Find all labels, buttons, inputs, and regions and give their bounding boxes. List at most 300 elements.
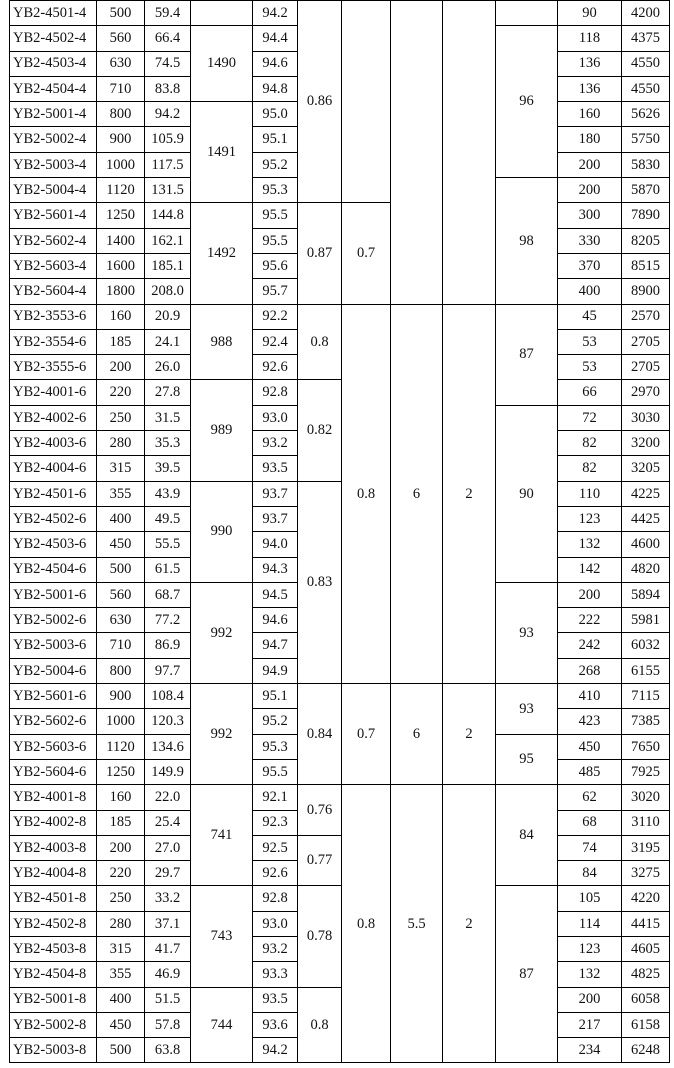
model-cell: YB2-4501-8 <box>10 886 97 911</box>
model-cell: YB2-5004-4 <box>10 178 97 203</box>
efficiency-cell: 95.5 <box>253 228 298 253</box>
inertia-cell: 200 <box>558 987 622 1012</box>
inertia-cell: 234 <box>558 1038 622 1063</box>
model-cell: YB2-5004-6 <box>10 658 97 683</box>
weight-cell: 6158 <box>622 1012 670 1037</box>
max-torque-cell: 2 <box>443 684 496 785</box>
power-factor-cell: 0.78 <box>298 886 342 987</box>
table-row <box>10 380 670 405</box>
inertia-cell: 485 <box>558 759 622 784</box>
speed-cell <box>191 1 253 26</box>
model-cell: YB2-4502-6 <box>10 506 97 531</box>
power-factor-cell: 0.77 <box>298 835 342 886</box>
efficiency-cell: 94.9 <box>253 658 298 683</box>
efficiency-cell: 95.0 <box>253 102 298 127</box>
model-cell: YB2-4501-4 <box>10 1 97 26</box>
efficiency-cell: 92.2 <box>253 304 298 329</box>
power-cell: 1120 <box>97 734 145 759</box>
weight-cell: 4820 <box>622 557 670 582</box>
table-body <box>10 1 670 1063</box>
model-cell: YB2-5002-4 <box>10 127 97 152</box>
current-cell: 162.1 <box>145 228 191 253</box>
efficiency-cell: 94.8 <box>253 76 298 101</box>
model-cell: YB2-4004-8 <box>10 861 97 886</box>
inertia-cell: 142 <box>558 557 622 582</box>
ratio-cell: 0.7 <box>342 684 391 785</box>
model-cell: YB2-5002-6 <box>10 608 97 633</box>
noise-cell: 93 <box>496 582 558 683</box>
current-cell: 57.8 <box>145 1012 191 1037</box>
model-cell: YB2-5601-6 <box>10 684 97 709</box>
model-cell: YB2-4502-4 <box>10 26 97 51</box>
power-factor-cell: 0.86 <box>298 1 342 203</box>
model-cell: YB2-5003-4 <box>10 152 97 177</box>
current-cell: 46.9 <box>145 962 191 987</box>
weight-cell: 5830 <box>622 152 670 177</box>
inertia-cell: 136 <box>558 51 622 76</box>
inertia-cell: 82 <box>558 456 622 481</box>
model-cell: YB2-4004-6 <box>10 456 97 481</box>
current-cell: 68.7 <box>145 582 191 607</box>
current-cell: 33.2 <box>145 886 191 911</box>
speed-cell: 1490 <box>191 26 253 102</box>
model-cell: YB2-5001-8 <box>10 987 97 1012</box>
current-cell: 105.9 <box>145 127 191 152</box>
current-cell: 39.5 <box>145 456 191 481</box>
current-cell: 37.1 <box>145 911 191 936</box>
model-cell: YB2-4503-4 <box>10 51 97 76</box>
power-cell: 315 <box>97 936 145 961</box>
model-cell: YB2-4504-4 <box>10 76 97 101</box>
weight-cell: 8900 <box>622 279 670 304</box>
noise-cell: 87 <box>496 886 558 1063</box>
model-cell: YB2-5603-6 <box>10 734 97 759</box>
current-cell: 77.2 <box>145 608 191 633</box>
current-cell: 120.3 <box>145 709 191 734</box>
model-cell: YB2-4501-6 <box>10 481 97 506</box>
efficiency-cell: 93.6 <box>253 1012 298 1037</box>
inertia-cell: 132 <box>558 532 622 557</box>
inertia-cell: 82 <box>558 431 622 456</box>
power-cell: 630 <box>97 608 145 633</box>
inertia-cell: 330 <box>558 228 622 253</box>
weight-cell: 3275 <box>622 861 670 886</box>
power-cell: 1250 <box>97 203 145 228</box>
weight-cell: 4550 <box>622 76 670 101</box>
weight-cell: 2570 <box>622 304 670 329</box>
inertia-cell: 53 <box>558 329 622 354</box>
model-cell: YB2-4504-8 <box>10 962 97 987</box>
max-torque-cell: 2 <box>443 785 496 1063</box>
current-cell: 22.0 <box>145 785 191 810</box>
weight-cell: 3020 <box>622 785 670 810</box>
model-cell: YB2-5604-6 <box>10 759 97 784</box>
weight-cell: 4375 <box>622 26 670 51</box>
table-row <box>10 203 670 228</box>
table-row <box>10 1 670 26</box>
weight-cell: 7385 <box>622 709 670 734</box>
weight-cell: 4415 <box>622 911 670 936</box>
power-factor-cell: 0.83 <box>298 481 342 683</box>
model-cell: YB2-5002-8 <box>10 1012 97 1037</box>
efficiency-cell: 95.3 <box>253 734 298 759</box>
max-torque-cell: 2 <box>443 304 496 683</box>
model-cell: YB2-5001-6 <box>10 582 97 607</box>
efficiency-cell: 95.2 <box>253 152 298 177</box>
efficiency-cell: 94.6 <box>253 51 298 76</box>
efficiency-cell: 92.4 <box>253 329 298 354</box>
inertia-cell: 123 <box>558 936 622 961</box>
table-row <box>10 304 670 329</box>
model-cell: YB2-5003-6 <box>10 633 97 658</box>
speed-cell: 743 <box>191 886 253 987</box>
current-cell: 27.8 <box>145 380 191 405</box>
power-cell: 450 <box>97 532 145 557</box>
efficiency-cell: 93.7 <box>253 481 298 506</box>
efficiency-cell: 92.3 <box>253 810 298 835</box>
speed-cell: 992 <box>191 684 253 785</box>
inertia-cell: 217 <box>558 1012 622 1037</box>
power-cell: 355 <box>97 481 145 506</box>
power-cell: 200 <box>97 835 145 860</box>
efficiency-cell: 95.5 <box>253 203 298 228</box>
power-cell: 1800 <box>97 279 145 304</box>
inertia-cell: 450 <box>558 734 622 759</box>
ratio-cell: 0.8 <box>342 785 391 1063</box>
current-cell: 35.3 <box>145 431 191 456</box>
table-row <box>10 785 670 810</box>
current-cell: 20.9 <box>145 304 191 329</box>
weight-cell: 6248 <box>622 1038 670 1063</box>
current-cell: 149.9 <box>145 759 191 784</box>
weight-cell: 5981 <box>622 608 670 633</box>
weight-cell: 6032 <box>622 633 670 658</box>
current-cell: 108.4 <box>145 684 191 709</box>
efficiency-cell: 92.6 <box>253 355 298 380</box>
inertia-cell: 62 <box>558 785 622 810</box>
speed-cell: 744 <box>191 987 253 1063</box>
current-cell: 43.9 <box>145 481 191 506</box>
efficiency-cell: 94.0 <box>253 532 298 557</box>
inertia-cell: 410 <box>558 684 622 709</box>
noise-cell: 93 <box>496 684 558 735</box>
table-row <box>10 835 670 860</box>
current-cell: 25.4 <box>145 810 191 835</box>
starting-current-cell <box>391 1 443 305</box>
efficiency-cell: 95.1 <box>253 684 298 709</box>
current-cell: 83.8 <box>145 76 191 101</box>
efficiency-cell: 94.5 <box>253 582 298 607</box>
efficiency-cell: 95.1 <box>253 127 298 152</box>
starting-current-cell: 6 <box>391 304 443 683</box>
speed-cell: 988 <box>191 304 253 380</box>
current-cell: 61.5 <box>145 557 191 582</box>
current-cell: 208.0 <box>145 279 191 304</box>
power-cell: 280 <box>97 431 145 456</box>
inertia-cell: 242 <box>558 633 622 658</box>
efficiency-cell: 93.0 <box>253 405 298 430</box>
weight-cell: 4600 <box>622 532 670 557</box>
power-cell: 1400 <box>97 228 145 253</box>
power-cell: 400 <box>97 987 145 1012</box>
power-cell: 560 <box>97 26 145 51</box>
weight-cell: 3195 <box>622 835 670 860</box>
power-cell: 220 <box>97 380 145 405</box>
weight-cell: 8515 <box>622 253 670 278</box>
inertia-cell: 53 <box>558 355 622 380</box>
current-cell: 51.5 <box>145 987 191 1012</box>
current-cell: 74.5 <box>145 51 191 76</box>
model-cell: YB2-3554-6 <box>10 329 97 354</box>
model-cell: YB2-5001-4 <box>10 102 97 127</box>
weight-cell: 5870 <box>622 178 670 203</box>
model-cell: YB2-4001-6 <box>10 380 97 405</box>
weight-cell: 6155 <box>622 658 670 683</box>
current-cell: 55.5 <box>145 532 191 557</box>
efficiency-cell: 92.6 <box>253 861 298 886</box>
model-cell: YB2-4503-8 <box>10 936 97 961</box>
power-cell: 1120 <box>97 178 145 203</box>
efficiency-cell: 94.2 <box>253 1038 298 1063</box>
inertia-cell: 400 <box>558 279 622 304</box>
power-cell: 800 <box>97 658 145 683</box>
power-cell: 500 <box>97 1 145 26</box>
inertia-cell: 423 <box>558 709 622 734</box>
power-cell: 250 <box>97 886 145 911</box>
noise-cell: 90 <box>496 405 558 582</box>
inertia-cell: 110 <box>558 481 622 506</box>
power-cell: 220 <box>97 861 145 886</box>
current-cell: 24.1 <box>145 329 191 354</box>
efficiency-cell: 94.7 <box>253 633 298 658</box>
inertia-cell: 72 <box>558 405 622 430</box>
power-cell: 200 <box>97 355 145 380</box>
efficiency-cell: 93.2 <box>253 431 298 456</box>
inertia-cell: 123 <box>558 506 622 531</box>
weight-cell: 7890 <box>622 203 670 228</box>
current-cell: 185.1 <box>145 253 191 278</box>
efficiency-cell: 95.5 <box>253 759 298 784</box>
efficiency-cell: 92.5 <box>253 835 298 860</box>
power-cell: 160 <box>97 304 145 329</box>
power-cell: 500 <box>97 557 145 582</box>
model-cell: YB2-5601-4 <box>10 203 97 228</box>
starting-current-cell: 6 <box>391 684 443 785</box>
current-cell: 26.0 <box>145 355 191 380</box>
model-cell: YB2-3553-6 <box>10 304 97 329</box>
inertia-cell: 200 <box>558 178 622 203</box>
speed-cell: 992 <box>191 582 253 683</box>
power-cell: 630 <box>97 51 145 76</box>
noise-cell <box>496 1 558 26</box>
power-cell: 250 <box>97 405 145 430</box>
inertia-cell: 222 <box>558 608 622 633</box>
power-cell: 160 <box>97 785 145 810</box>
efficiency-cell: 93.7 <box>253 506 298 531</box>
current-cell: 66.4 <box>145 26 191 51</box>
ratio-cell: 0.8 <box>342 304 391 683</box>
motor-spec-table <box>9 0 670 1063</box>
weight-cell: 4200 <box>622 1 670 26</box>
power-cell: 710 <box>97 633 145 658</box>
model-cell: YB2-5602-4 <box>10 228 97 253</box>
power-cell: 1250 <box>97 759 145 784</box>
speed-cell: 1491 <box>191 102 253 203</box>
speed-cell: 990 <box>191 481 253 582</box>
inertia-cell: 68 <box>558 810 622 835</box>
inertia-cell: 160 <box>558 102 622 127</box>
power-cell: 1000 <box>97 709 145 734</box>
inertia-cell: 200 <box>558 152 622 177</box>
inertia-cell: 136 <box>558 76 622 101</box>
efficiency-cell: 95.2 <box>253 709 298 734</box>
inertia-cell: 45 <box>558 304 622 329</box>
weight-cell: 4550 <box>622 51 670 76</box>
weight-cell: 8205 <box>622 228 670 253</box>
max-torque-cell <box>443 1 496 305</box>
weight-cell: 6058 <box>622 987 670 1012</box>
current-cell: 86.9 <box>145 633 191 658</box>
current-cell: 29.7 <box>145 861 191 886</box>
inertia-cell: 370 <box>558 253 622 278</box>
power-cell: 900 <box>97 127 145 152</box>
table-row <box>10 886 670 911</box>
model-cell: YB2-4504-6 <box>10 557 97 582</box>
efficiency-cell: 93.0 <box>253 911 298 936</box>
power-factor-cell: 0.8 <box>298 987 342 1063</box>
power-cell: 900 <box>97 684 145 709</box>
power-factor-cell: 0.76 <box>298 785 342 836</box>
table-row <box>10 481 670 506</box>
inertia-cell: 74 <box>558 835 622 860</box>
weight-cell: 3200 <box>622 431 670 456</box>
speed-cell: 741 <box>191 785 253 886</box>
model-cell: YB2-4003-8 <box>10 835 97 860</box>
weight-cell: 4425 <box>622 506 670 531</box>
inertia-cell: 105 <box>558 886 622 911</box>
efficiency-cell: 92.8 <box>253 886 298 911</box>
inertia-cell: 300 <box>558 203 622 228</box>
power-cell: 1000 <box>97 152 145 177</box>
model-cell: YB2-5003-8 <box>10 1038 97 1063</box>
weight-cell: 5626 <box>622 102 670 127</box>
current-cell: 63.8 <box>145 1038 191 1063</box>
model-cell: YB2-5604-4 <box>10 279 97 304</box>
efficiency-cell: 94.2 <box>253 1 298 26</box>
power-cell: 280 <box>97 911 145 936</box>
efficiency-cell: 95.7 <box>253 279 298 304</box>
power-cell: 560 <box>97 582 145 607</box>
power-factor-cell: 0.82 <box>298 380 342 481</box>
noise-cell: 84 <box>496 785 558 886</box>
current-cell: 59.4 <box>145 1 191 26</box>
inertia-cell: 268 <box>558 658 622 683</box>
power-cell: 315 <box>97 456 145 481</box>
weight-cell: 7115 <box>622 684 670 709</box>
weight-cell: 3110 <box>622 810 670 835</box>
efficiency-cell: 94.3 <box>253 557 298 582</box>
weight-cell: 5750 <box>622 127 670 152</box>
inertia-cell: 84 <box>558 861 622 886</box>
inertia-cell: 66 <box>558 380 622 405</box>
model-cell: YB2-4003-6 <box>10 431 97 456</box>
speed-cell: 989 <box>191 380 253 481</box>
weight-cell: 3030 <box>622 405 670 430</box>
noise-cell: 96 <box>496 26 558 178</box>
weight-cell: 2705 <box>622 329 670 354</box>
power-factor-cell: 0.8 <box>298 304 342 380</box>
weight-cell: 7925 <box>622 759 670 784</box>
power-cell: 500 <box>97 1038 145 1063</box>
model-cell: YB2-5603-4 <box>10 253 97 278</box>
ratio-cell <box>342 1 391 203</box>
inertia-cell: 114 <box>558 911 622 936</box>
weight-cell: 4605 <box>622 936 670 961</box>
weight-cell: 2970 <box>622 380 670 405</box>
efficiency-cell: 95.3 <box>253 178 298 203</box>
power-cell: 710 <box>97 76 145 101</box>
efficiency-cell: 95.6 <box>253 253 298 278</box>
model-cell: YB2-5602-6 <box>10 709 97 734</box>
efficiency-cell: 93.3 <box>253 962 298 987</box>
speed-cell: 1492 <box>191 203 253 304</box>
power-cell: 185 <box>97 329 145 354</box>
efficiency-cell: 94.6 <box>253 608 298 633</box>
power-cell: 400 <box>97 506 145 531</box>
current-cell: 27.0 <box>145 835 191 860</box>
inertia-cell: 200 <box>558 582 622 607</box>
current-cell: 94.2 <box>145 102 191 127</box>
current-cell: 31.5 <box>145 405 191 430</box>
power-cell: 450 <box>97 1012 145 1037</box>
power-cell: 800 <box>97 102 145 127</box>
model-cell: YB2-4503-6 <box>10 532 97 557</box>
weight-cell: 4825 <box>622 962 670 987</box>
current-cell: 131.5 <box>145 178 191 203</box>
efficiency-cell: 93.2 <box>253 936 298 961</box>
model-cell: YB2-4502-8 <box>10 911 97 936</box>
model-cell: YB2-4001-8 <box>10 785 97 810</box>
table-row <box>10 684 670 709</box>
current-cell: 49.5 <box>145 506 191 531</box>
inertia-cell: 180 <box>558 127 622 152</box>
efficiency-cell: 93.5 <box>253 987 298 1012</box>
inertia-cell: 132 <box>558 962 622 987</box>
current-cell: 134.6 <box>145 734 191 759</box>
efficiency-cell: 94.4 <box>253 26 298 51</box>
weight-cell: 7650 <box>622 734 670 759</box>
current-cell: 97.7 <box>145 658 191 683</box>
starting-current-cell: 5.5 <box>391 785 443 1063</box>
weight-cell: 2705 <box>622 355 670 380</box>
table-row <box>10 987 670 1012</box>
inertia-cell: 90 <box>558 1 622 26</box>
power-factor-cell: 0.87 <box>298 203 342 304</box>
noise-cell: 95 <box>496 734 558 785</box>
inertia-cell: 118 <box>558 26 622 51</box>
ratio-cell: 0.7 <box>342 203 391 304</box>
model-cell: YB2-4002-8 <box>10 810 97 835</box>
power-cell: 185 <box>97 810 145 835</box>
model-cell: YB2-3555-6 <box>10 355 97 380</box>
noise-cell: 98 <box>496 178 558 304</box>
current-cell: 41.7 <box>145 936 191 961</box>
power-factor-cell: 0.84 <box>298 684 342 785</box>
efficiency-cell: 92.8 <box>253 380 298 405</box>
weight-cell: 4225 <box>622 481 670 506</box>
efficiency-cell: 92.1 <box>253 785 298 810</box>
current-cell: 144.8 <box>145 203 191 228</box>
